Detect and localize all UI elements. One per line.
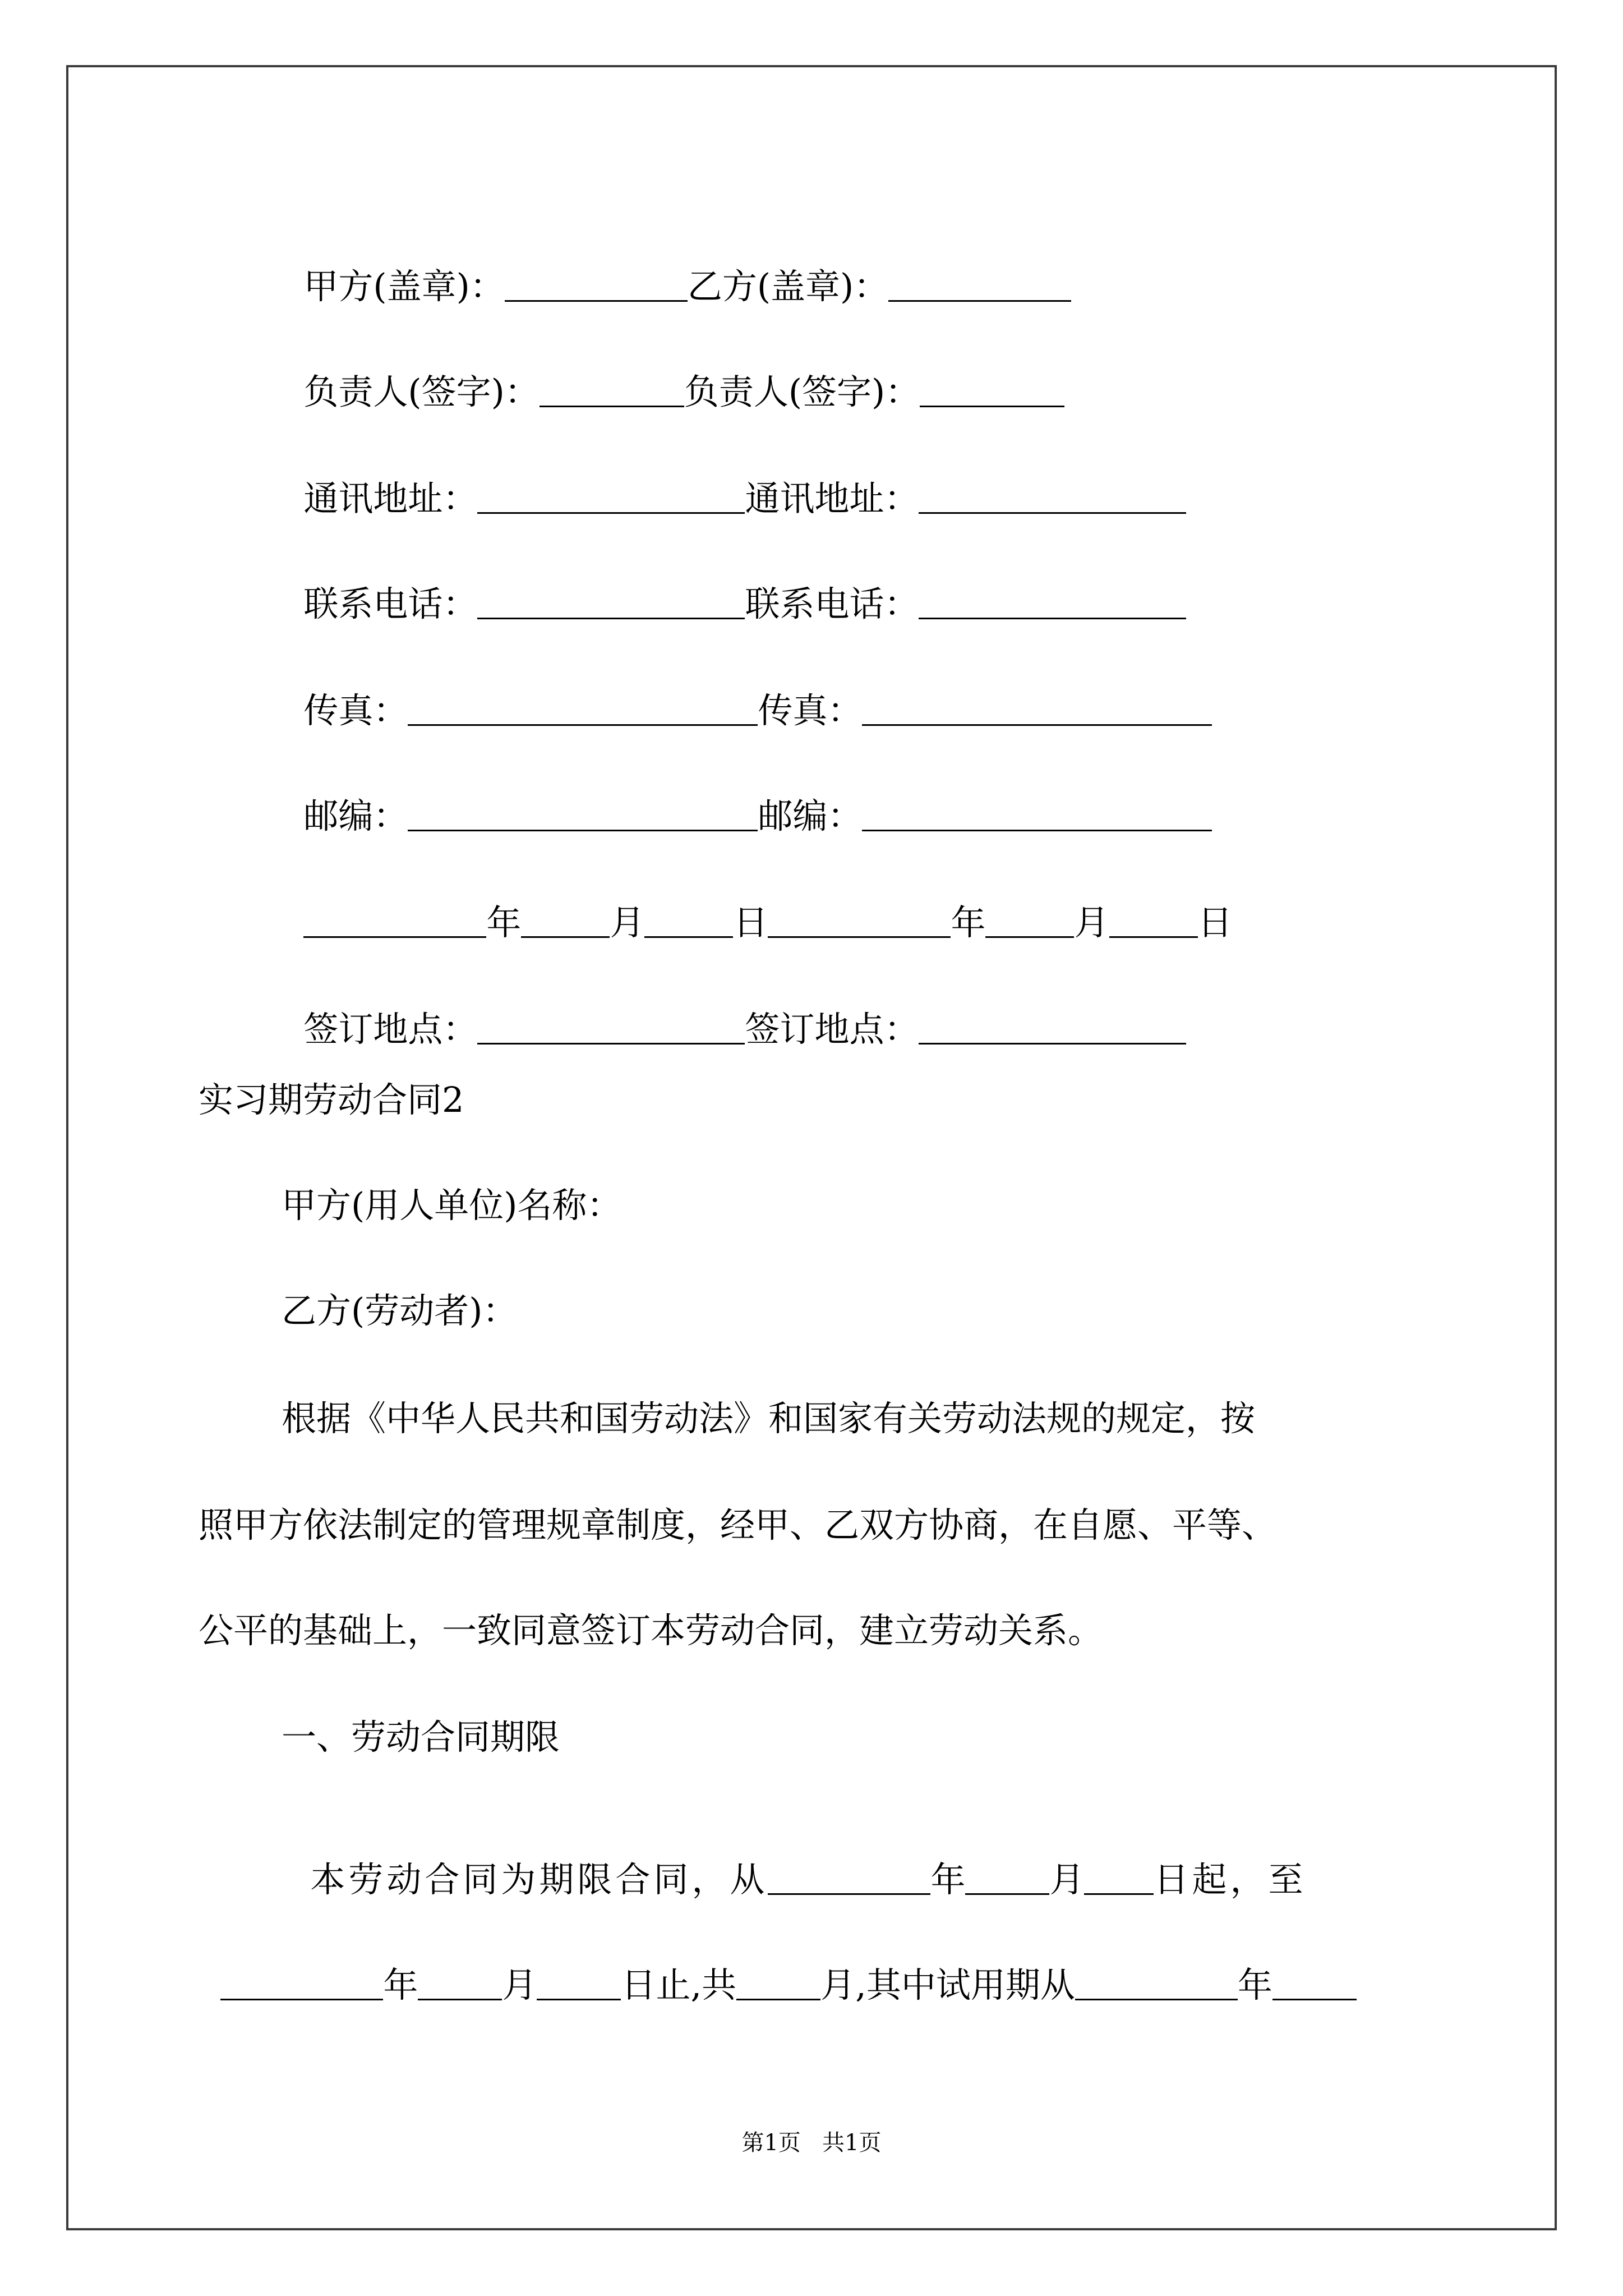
date-a-year-blank[interactable] — [303, 907, 486, 938]
term-end-month-blank[interactable] — [418, 1970, 502, 2000]
address-a-label: 通讯地址： — [303, 478, 478, 519]
date-b-day-blank[interactable] — [1109, 907, 1198, 938]
fax-b-blank[interactable] — [862, 695, 1212, 726]
seal-line — [282, 234, 1071, 307]
page-footer: 第1页 共1页 — [741, 2130, 882, 2156]
party-a-seal-blank[interactable] — [505, 271, 688, 302]
postcode-b-label: 邮编： — [758, 795, 863, 836]
term-line-1 — [288, 1828, 1307, 1900]
postcode-line — [282, 764, 1212, 834]
fax-a-blank[interactable] — [408, 695, 758, 726]
phone-a-blank[interactable] — [477, 588, 745, 619]
place-b-label: 签订地点： — [745, 1009, 919, 1050]
person-in-charge-b-label: 负责人(签字)： — [684, 371, 920, 412]
preamble-line-1: 根据《中华人民共和国劳动法》和国家有关劳动法规的规定，按 — [282, 1398, 1256, 1439]
date-a-day-label: 日 — [733, 902, 768, 943]
date-b-month-blank[interactable] — [985, 907, 1074, 938]
date-a-month-blank[interactable] — [521, 907, 610, 938]
address-b-blank[interactable] — [919, 483, 1186, 514]
date-line — [282, 871, 1233, 943]
term-intro: 本劳动合同为期限合同，从 — [310, 1859, 768, 1900]
fax-line — [282, 659, 1212, 731]
probation-start-month-blank[interactable] — [1272, 1970, 1357, 2000]
date-a-month-label: 月 — [610, 902, 645, 943]
date-a-year-label: 年 — [486, 902, 522, 943]
date-b-month-label: 月 — [1074, 902, 1109, 943]
person-in-charge-a-blank[interactable] — [540, 376, 684, 407]
term-line-2 — [199, 1933, 1357, 2003]
person-in-charge-a-label: 负责人(签字)： — [303, 371, 540, 412]
employee-line: 乙方(劳动者)： — [282, 1290, 518, 1331]
person-in-charge-b-blank[interactable] — [920, 376, 1064, 407]
term-probation-label: 月,其中试用期从 — [820, 1964, 1075, 2005]
preamble-line-2: 照甲方依法制定的管理规章制度，经甲、乙双方协商，在自愿、平等、 — [199, 1504, 1277, 1545]
probation-start-year-blank[interactable] — [1075, 1970, 1238, 2000]
term-from-label: 日起，至 — [1154, 1859, 1307, 1900]
postcode-a-blank[interactable] — [408, 800, 758, 831]
term-start-year-blank[interactable] — [768, 1864, 930, 1895]
term-start-year-label: 年 — [930, 1859, 966, 1900]
phone-line — [282, 552, 1186, 622]
term-end-month-label: 月 — [502, 1964, 537, 2005]
party-b-seal-blank[interactable] — [888, 271, 1071, 302]
phone-b-blank[interactable] — [919, 588, 1186, 619]
place-line — [282, 977, 1186, 1050]
fax-a-label: 传真： — [303, 690, 408, 731]
employer-name-line: 甲方(用人单位)名称： — [282, 1185, 622, 1226]
phone-a-label: 联系电话： — [303, 583, 478, 624]
address-a-blank[interactable] — [477, 483, 745, 514]
date-a-day-blank[interactable] — [644, 907, 733, 938]
place-a-label: 签订地点： — [303, 1009, 478, 1050]
term-end-year-label: 年 — [383, 1964, 418, 2005]
term-end-year-blank[interactable] — [220, 1970, 383, 2000]
address-line — [282, 447, 1186, 519]
term-end-day-blank[interactable] — [537, 1970, 621, 2000]
fax-b-label: 传真： — [758, 690, 863, 731]
phone-b-label: 联系电话： — [745, 583, 919, 624]
place-b-blank[interactable] — [919, 1014, 1186, 1045]
place-a-blank[interactable] — [477, 1014, 745, 1045]
postcode-a-label: 邮编： — [303, 795, 408, 836]
clause-1-title: 一、劳动合同期限 — [282, 1717, 560, 1757]
date-b-year-label: 年 — [951, 902, 986, 943]
term-start-month-blank[interactable] — [965, 1864, 1049, 1895]
party-b-seal-label: 乙方(盖章)： — [687, 266, 889, 307]
person-in-charge-line — [282, 340, 1064, 412]
probation-start-year-label: 年 — [1237, 1964, 1272, 2005]
date-b-day-label: 日 — [1197, 902, 1233, 943]
term-end-label: 日止,共 — [621, 1964, 737, 2005]
address-b-label: 通讯地址： — [745, 478, 919, 519]
term-start-day-blank[interactable] — [1084, 1864, 1154, 1895]
term-start-month-label: 月 — [1049, 1859, 1085, 1900]
date-b-year-blank[interactable] — [768, 907, 951, 938]
party-a-seal-label: 甲方(盖章)： — [303, 266, 505, 307]
term-total-months-blank[interactable] — [736, 1970, 820, 2000]
preamble-line-3: 公平的基础上，一致同意签订本劳动合同，建立劳动关系。 — [199, 1610, 1103, 1651]
postcode-b-blank[interactable] — [862, 800, 1212, 831]
section-title: 实习期劳动合同2 — [199, 1079, 464, 1120]
